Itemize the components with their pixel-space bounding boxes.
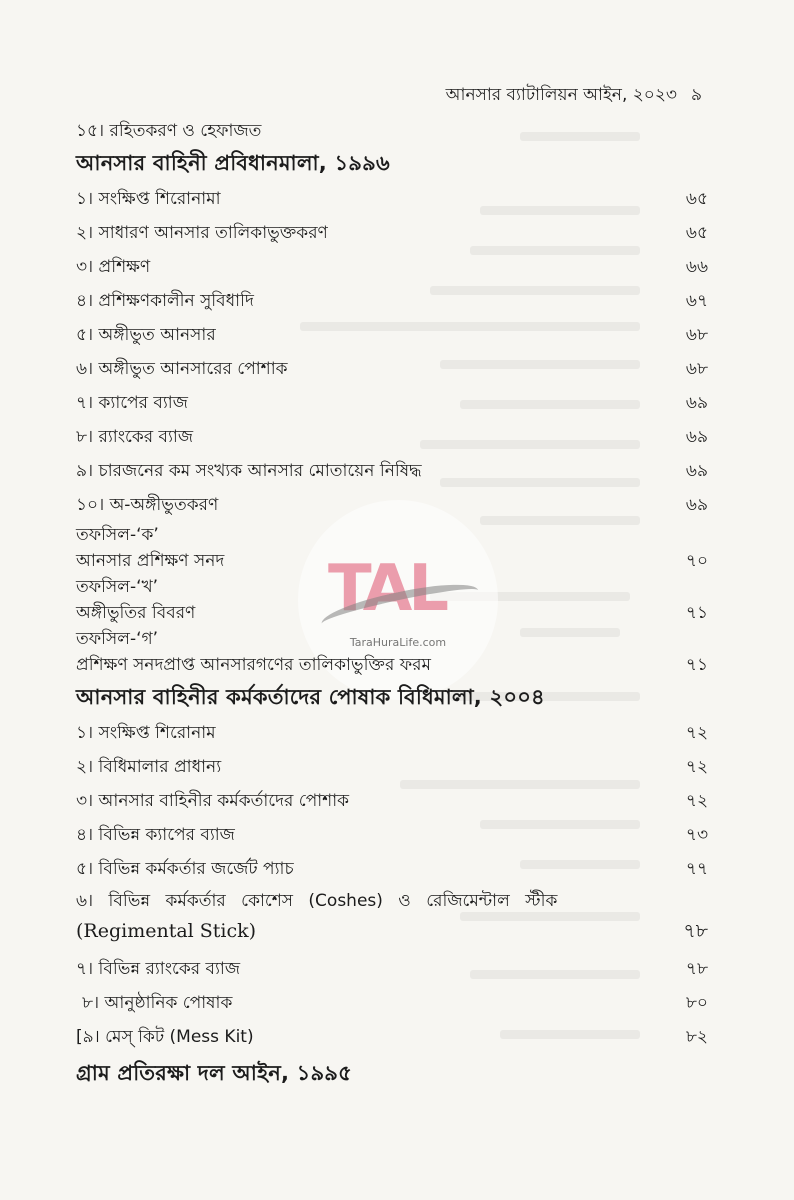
section-heading: গ্রাম প্রতিরক্ষা দল আইন, ১৯৯৫	[76, 1061, 352, 1085]
toc-label: ১৫। রহিতকরণ ও হেফাজত	[76, 121, 262, 141]
toc-entry-page: ৬৯	[685, 427, 708, 447]
toc-entry-page: ৭১	[685, 603, 708, 623]
toc-entry-text: (Regimental Stick)	[76, 920, 257, 942]
toc-entry	[76, 916, 708, 952]
running-header	[446, 82, 702, 110]
toc-entry	[76, 986, 708, 1020]
toc-entry-text: প্রশিক্ষণ সনদপ্রাপ্ত আনসারগণের তালিকাভুক্তির ফরম	[76, 655, 431, 675]
toc-entry-text: ৬। অঙ্গীভুত আনসারের পোশাক	[76, 359, 288, 379]
toc-entry-page: ৭৩	[685, 825, 708, 845]
toc-entry-text: ১০। অ-অঙ্গীভুতকরণ	[76, 495, 219, 515]
page-number: ৯	[690, 85, 702, 105]
toc-entry-text: ১। সংক্ষিপ্ত শিরোনাম	[76, 723, 216, 743]
toc-entry-page: ৭৮	[685, 959, 708, 979]
toc-entry	[76, 1020, 708, 1054]
toc-label: তফসিল-‘গ’	[76, 629, 159, 649]
toc-entry	[76, 284, 708, 318]
toc-entry-page: ৬৬	[685, 257, 708, 277]
toc-entry-page: ৬৮	[685, 325, 708, 345]
table-of-contents	[76, 118, 708, 1092]
toc-entry-page: ৭৮	[683, 920, 708, 942]
toc-entry-page: ৬৯	[685, 461, 708, 481]
toc-entry-page: ৬৮	[685, 359, 708, 379]
toc-entry-text: ৫। অঙ্গীভুত আনসার	[76, 325, 216, 345]
toc-entry	[76, 652, 708, 678]
watermark-logo-text: TAL	[328, 552, 445, 626]
watermark-site: TaraHuraLife.com	[349, 636, 447, 649]
toc-entry	[76, 716, 708, 750]
toc-entry	[76, 352, 708, 386]
toc-entry	[76, 386, 708, 420]
toc-entry	[76, 750, 708, 784]
toc-entry-page: ৬৫	[685, 189, 708, 209]
toc-entry	[76, 420, 708, 454]
toc-entry-page: ৬৯	[685, 495, 708, 515]
toc-entry-page: ৭২	[685, 757, 708, 777]
toc-entry	[76, 250, 708, 284]
toc-entry-text: ২। সাধারণ আনসার তালিকাভুক্তকরণ	[76, 223, 328, 243]
toc-entry-page: ৮০	[685, 993, 708, 1013]
toc-entry-page: ৭১	[685, 655, 708, 675]
toc-entry-text: ৫। বিভিন্ন কর্মকর্তার জর্জেট প্যাচ	[76, 859, 294, 879]
toc-entry-page: ৬৭	[685, 291, 708, 311]
toc-entry-page: ৬৫	[685, 223, 708, 243]
toc-entry	[76, 454, 708, 488]
toc-label: তফসিল-‘খ’	[76, 577, 159, 597]
toc-entry	[76, 852, 708, 886]
toc-entry-text: ৬। বিভিন্ন কর্মকর্তার কোশেস (Coshes) ও রেজিমেন্টাল স্টীক	[76, 891, 558, 911]
header-title: আনসার ব্যাটালিয়ন আইন, ২০২৩	[445, 85, 677, 105]
toc-label: তফসিল-‘ক’	[76, 525, 159, 545]
toc-entry	[76, 488, 708, 522]
toc-entry	[76, 952, 708, 986]
toc-entry-page: ৭২	[685, 791, 708, 811]
toc-entry-text: ৪। বিভিন্ন ক্যাপের ব্যাজ	[76, 825, 235, 845]
toc-entry-text: ৯। চারজনের কম সংখ্যক আনসার মোতায়েন নিষিদ্ধ	[76, 461, 422, 481]
toc-entry	[76, 600, 708, 626]
toc-entry-page: ৮২	[685, 1027, 708, 1047]
toc-entry	[76, 216, 708, 250]
toc-entry-text: ১। সংক্ষিপ্ত শিরোনামা	[76, 189, 221, 209]
toc-entry-text: অঙ্গীভুতির বিবরণ	[76, 603, 196, 623]
toc-entry-text: ৮। আনুষ্ঠানিক পোষাক	[82, 993, 233, 1013]
toc-entry-page: ৭৭	[685, 859, 708, 879]
toc-entry-page: ৭২	[685, 723, 708, 743]
toc-entry-text: আনসার প্রশিক্ষণ সনদ	[76, 551, 225, 571]
toc-entry-text: ৭। বিভিন্ন র‍্যাংকের ব্যাজ	[76, 959, 241, 979]
toc-entry-page: ৭০	[685, 551, 708, 571]
toc-entry	[76, 318, 708, 352]
toc-entry	[76, 784, 708, 818]
toc-entry-text: ৩। আনসার বাহিনীর কর্মকর্তাদের পোশাক	[76, 791, 350, 811]
toc-entry-text: ৩। প্রশিক্ষণ	[76, 257, 151, 277]
toc-entry-text: [৯। মেস্ কিট (Mess Kit)	[76, 1027, 254, 1047]
toc-entry	[76, 818, 708, 852]
toc-entry	[76, 548, 708, 574]
toc-entry-text: ৪। প্রশিক্ষণকালীন সুবিধাদি	[76, 291, 254, 311]
section-heading: আনসার বাহিনী প্রবিধানমালা, ১৯৯৬	[76, 151, 390, 175]
toc-entry-text: ৭। ক্যাপের ব্যাজ	[76, 393, 188, 413]
toc-entry	[76, 182, 708, 216]
toc-entry-page: ৬৯	[685, 393, 708, 413]
toc-entry-text: ৮। র‍্যাংকের ব্যাজ	[76, 427, 194, 447]
toc-entry-text: ২। বিধিমালার প্রাধান্য	[76, 757, 222, 777]
section-heading: আনসার বাহিনীর কর্মকর্তাদের পোষাক বিধিমালা, ২০০৪	[76, 685, 545, 709]
